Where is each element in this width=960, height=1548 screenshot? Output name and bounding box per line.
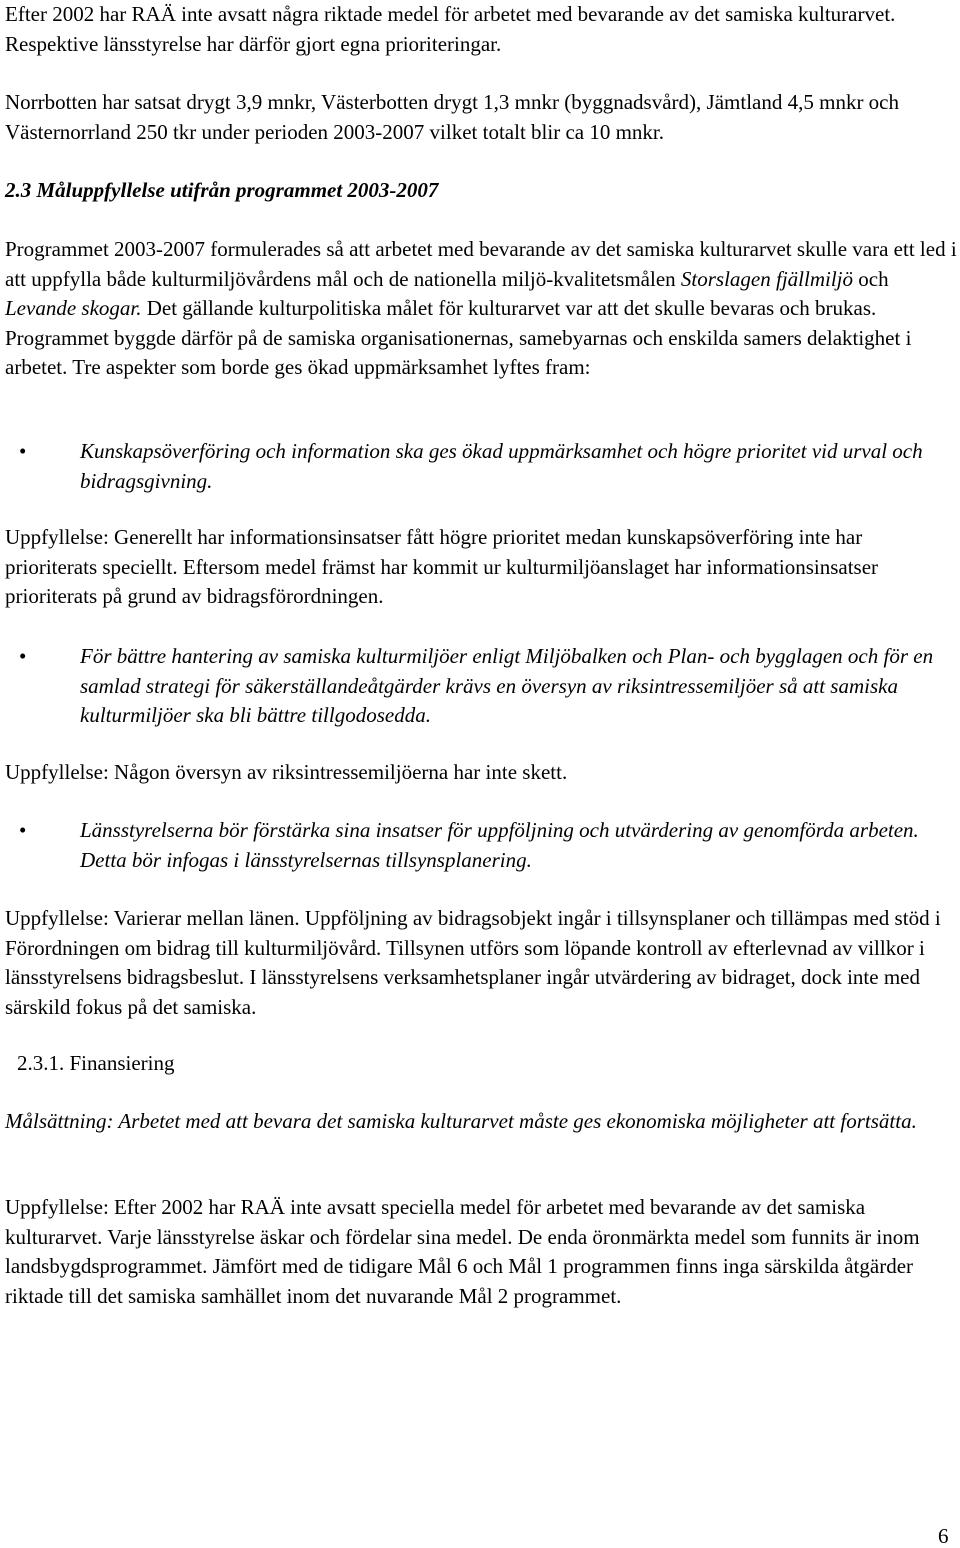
programme-text-c: Det gällande kulturpolitiska målet för kulturarvet var att det skulle bevaras och brukas. Programmet byggde därför på de samiska organisationernas, samebyarnas och enskilda samers delaktighet i arbetet. Tre aspekter som borde ges ökad uppmärksamhet lyftes fram: (5, 296, 912, 379)
bullet-item-knowledge (5, 437, 957, 496)
programme-text-b: och (853, 266, 889, 291)
bullet-icon: • (19, 644, 27, 668)
goal-statement: Målsättning: Arbetet med att bevara det samiska kulturarvet måste ges ekonomiska möjligheter att fortsätta. (5, 1109, 917, 1133)
bullet-icon: • (19, 439, 27, 463)
bullet-item-environment (5, 642, 957, 731)
fulfilment-paragraph-3: Uppfyllelse: Varierar mellan länen. Uppföljning av bidragsobjekt ingår i tillsynsplaner och tillämpas med stöd i Förordningen om bidrag till kulturmiljövård. Tillsynen utförs som löpande kontroll av efterlevnad av villkor i länsstyrelsens bidragsbeslut. I länsstyrelsens verksamhetsplaner ingår utvärdering av bidraget, dock inte med särskild fokus på det samiska. (5, 906, 941, 1019)
fulfilment-paragraph-2: Uppfyllelse: Någon översyn av riksintressemiljöerna har inte skett. (5, 760, 568, 784)
fulfilment-paragraph-1: Uppfyllelse: Generellt har informationsinsatser fått högre prioritet medan kunskapsöverföring inte har prioriterats speciellt. Eftersom medel främst har kommit ur kulturmiljöanslaget har informationsinsatser prioriterats på grund av bidragsförordningen. (5, 525, 879, 608)
section-heading: 2.3 Måluppfyllelse utifrån programmet 2003-2007 (5, 178, 439, 202)
programme-text-a: Programmet 2003-2007 formulerades så att arbetet med bevarande av det samiska kulturarvet skulle vara ett led i att uppfylla både kulturmiljövårdens mål och de nationella miljö-kvalitetsmålen (5, 237, 957, 291)
bullet-icon: • (19, 818, 27, 842)
paragraph-county-funding: Norrbotten har satsat drygt 3,9 mnkr, Västerbotten drygt 1,3 mnkr (byggnadsvård), Jämtland 4,5 mnkr och Västernorrland 250 tkr under perioden 2003-2007 vilket totalt blir ca 10 mnkr. (5, 90, 900, 144)
goal-levande-skogar: Levande skogar. (5, 296, 142, 320)
bullet-text: Kunskapsöverföring och information ska ges ökad uppmärksamhet och högre prioritet vid urval och bidragsgivning. (80, 439, 923, 493)
goal-storslagen-fjallmiljo: Storslagen fjällmiljö (680, 266, 853, 291)
fulfilment-paragraph-4: Uppfyllelse: Efter 2002 har RAÄ inte avsatt speciella medel för arbetet med bevarande av det samiska kulturarvet. Varje länsstyrelse äskar och fördelar sina medel. De enda öronmärkta medel som funnits är inom landsbygdsprogrammet. Jämfört med de tidigare Mål 6 och Mål 1 programmen finns inga särskilda åtgärder riktade till det samiska samhället inom det nuvarande Mål 2 programmet. (5, 1195, 920, 1308)
paragraph-funding-intro: Efter 2002 har RAÄ inte avsatt några riktade medel för arbetet med bevarande av det samiska kulturarvet. Respektive länsstyrelse har därför gjort egna prioriteringar. (5, 2, 896, 56)
bullet-text: Länsstyrelserna bör förstärka sina insatser för uppföljning och utvärdering av genomförda arbeten. Detta bör infogas i länsstyrelsernas tillsynsplanering. (80, 818, 919, 872)
page-number: 6 (938, 1524, 949, 1548)
subsection-heading: 2.3.1. Finansiering (17, 1051, 175, 1075)
paragraph-programme (5, 235, 957, 383)
bullet-item-follow-up (5, 816, 957, 875)
bullet-text: För bättre hantering av samiska kulturmiljöer enligt Miljöbalken och Plan- och bygglagen och för en samlad strategi för säkerställandeåtgärder krävs en översyn av riksintressemiljöer så att samiska kulturmiljöer ska bli bättre tillgodosedda. (80, 644, 934, 727)
